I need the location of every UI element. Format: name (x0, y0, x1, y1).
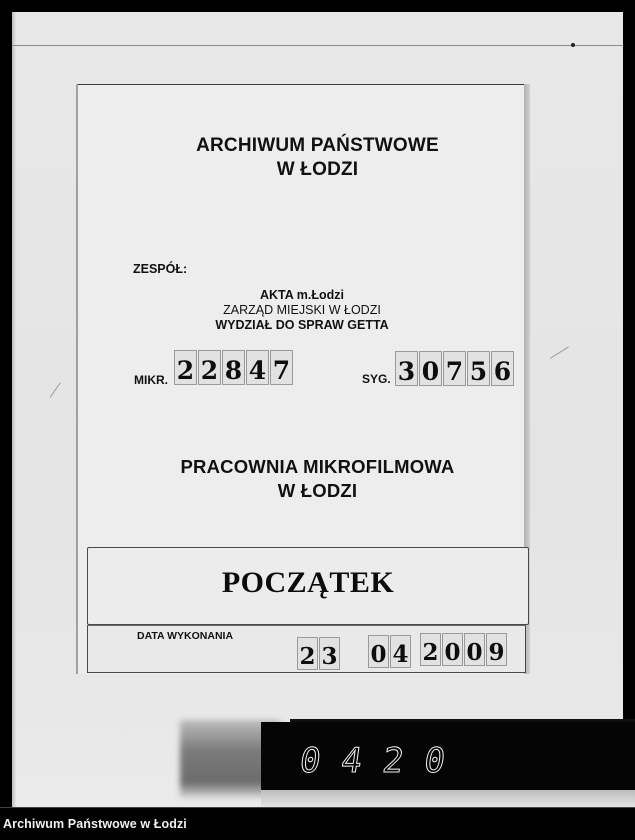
syg-number (395, 351, 515, 386)
mikr-label: MIKR. (134, 373, 168, 387)
digit-tile: 6 (491, 351, 514, 386)
date-label: DATA WYKONANIA (137, 630, 234, 642)
footer-caption: Archiwum Państwowe w Łodzi (3, 817, 187, 831)
digit-tile: 3 (395, 351, 418, 386)
digit-tile: 3 (319, 637, 340, 670)
digit-tile: 2 (297, 637, 318, 670)
date-year (420, 633, 508, 666)
lab-title-line2: W ŁODZI (277, 480, 358, 501)
digit-tile: 0 (419, 351, 442, 386)
digit-tile: 5 (467, 351, 490, 386)
fonds-line-2: ZARZĄD MIEJSKI W ŁODZI (223, 303, 381, 317)
digit-tile: 9 (486, 633, 507, 666)
digit-tile: 2 (420, 633, 441, 666)
digit-tile: 8 (222, 350, 245, 385)
mikr-number (174, 350, 294, 385)
fonds-line-3: WYDZIAŁ DO SPRAW GETTA (215, 318, 389, 332)
film-scratch-line (12, 45, 623, 46)
fonds-label: ZESPÓŁ: (133, 262, 188, 276)
date-month (368, 635, 412, 668)
archive-title (0, 134, 635, 182)
digit-tile: 2 (174, 350, 197, 385)
film-dust-spot (571, 43, 575, 47)
fonds-description (170, 288, 434, 333)
fonds-line-1: AKTA m.Łodzi (259, 288, 344, 302)
digit-tile: 0 (368, 635, 389, 668)
date-day (297, 637, 341, 670)
frame-bottom-edge (261, 790, 635, 807)
digit-tile: 7 (443, 351, 466, 386)
archive-title-line1: ARCHIWUM PAŃSTWOWE (196, 135, 439, 156)
digit-tile: 7 (270, 350, 293, 385)
digit-tile: 0 (442, 633, 463, 666)
digit-tile: 4 (390, 635, 411, 668)
syg-label: SYG. (362, 372, 391, 386)
frame-counter-value: 0420 (297, 741, 469, 781)
archive-title-line2: W ŁODZI (276, 159, 359, 180)
start-label: POCZĄTEK (221, 566, 395, 599)
lab-title-line1: PRACOWNIA MIKROFILMOWA (180, 456, 455, 477)
lab-title (0, 455, 635, 503)
digit-tile: 4 (246, 350, 269, 385)
digit-tile: 2 (198, 350, 221, 385)
digit-tile: 0 (464, 633, 485, 666)
